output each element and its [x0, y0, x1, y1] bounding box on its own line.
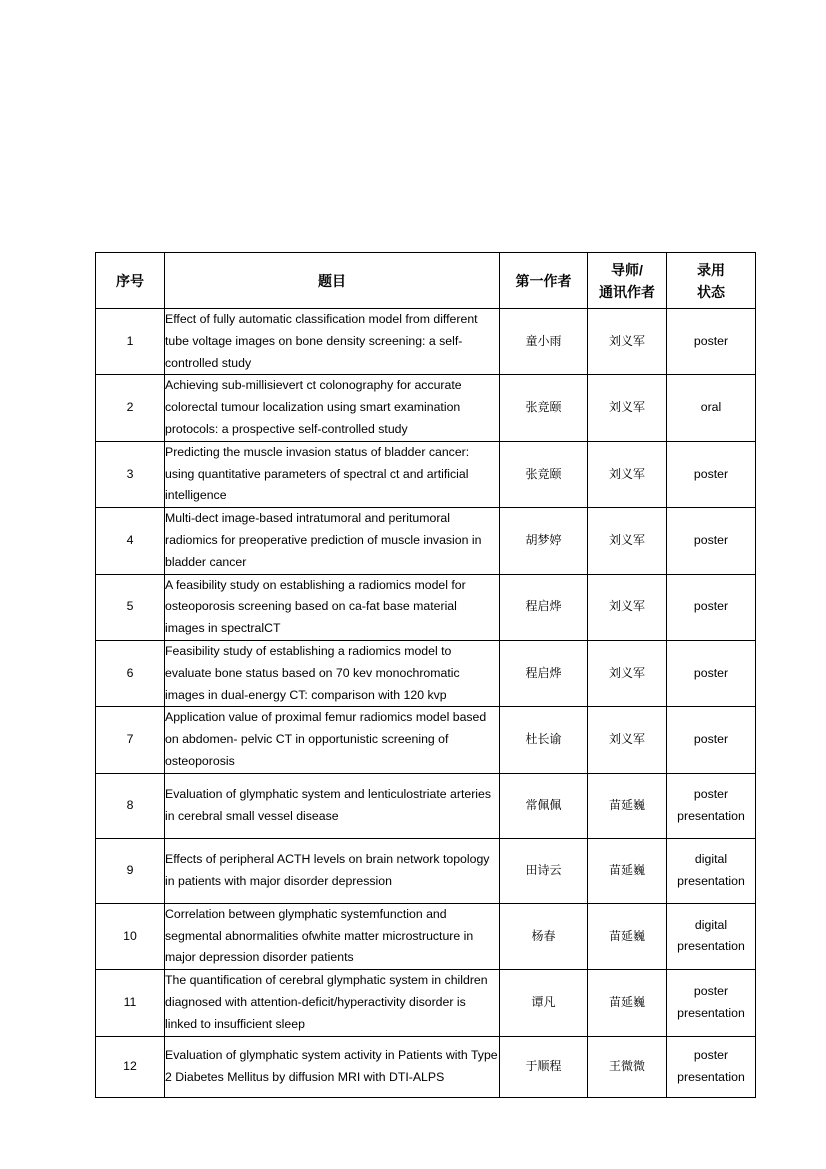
- table-row: [96, 838, 756, 903]
- row-status-line: poster: [693, 599, 729, 614]
- row-status-line: poster: [693, 1047, 729, 1062]
- row-advisor: 苗延巍: [588, 773, 667, 838]
- row-first-author: 于顺程: [500, 1036, 588, 1097]
- table-row: [96, 375, 756, 441]
- row-advisor: 刘义军: [588, 441, 667, 507]
- row-advisor: 王微微: [588, 1036, 667, 1097]
- row-number: 9: [96, 838, 165, 903]
- row-first-author: 杨春: [500, 903, 588, 969]
- row-first-author: 张竞颐: [500, 375, 588, 441]
- row-status-line: poster: [693, 786, 729, 801]
- table-row: [96, 707, 756, 773]
- table-row: [96, 508, 756, 574]
- table-row: [96, 574, 756, 640]
- row-status-line: poster: [693, 333, 729, 348]
- row-status: [667, 1036, 756, 1097]
- row-number: 8: [96, 773, 165, 838]
- row-status: [667, 508, 756, 574]
- row-number: 7: [96, 707, 165, 773]
- row-status: [667, 375, 756, 441]
- row-advisor: 苗延巍: [588, 903, 667, 969]
- row-status: [667, 773, 756, 838]
- row-status-line: presentation: [677, 873, 745, 888]
- row-advisor: 刘义军: [588, 375, 667, 441]
- row-status: [667, 707, 756, 773]
- row-advisor: 刘义军: [588, 508, 667, 574]
- row-advisor: 苗延巍: [588, 970, 667, 1036]
- header-status-line2: 状态: [697, 283, 725, 300]
- row-first-author: 张竞颐: [500, 441, 588, 507]
- row-status-line: digital: [694, 851, 728, 866]
- row-number: 10: [96, 903, 165, 969]
- row-advisor: 刘义军: [588, 640, 667, 706]
- row-advisor: 刘义军: [588, 574, 667, 640]
- table-row: [96, 903, 756, 969]
- row-status-line: poster: [693, 466, 729, 481]
- row-title: Predicting the muscle invasion status of bladder cancer: using quantitative parameters of spectral ct and artificial intelligence: [165, 441, 500, 507]
- header-title: 题目: [165, 253, 500, 309]
- row-status-line: poster: [693, 984, 729, 999]
- row-title: Evaluation of glymphatic system activity in Patients with Type 2 Diabetes Mellitus by diffusion MRI with DTI-ALPS: [165, 1036, 500, 1097]
- header-status-line1: 录用: [697, 261, 725, 278]
- row-status: [667, 970, 756, 1036]
- row-first-author: 谭凡: [500, 970, 588, 1036]
- row-number: 11: [96, 970, 165, 1036]
- row-number: 5: [96, 574, 165, 640]
- row-first-author: 程启烨: [500, 574, 588, 640]
- row-status: [667, 640, 756, 706]
- table-row: [96, 441, 756, 507]
- row-advisor: 苗延巍: [588, 838, 667, 903]
- row-title: Feasibility study of establishing a radiomics model to evaluate bone status based on 70 kev monochromatic images in dual-energy CT: comparison with 120 kvp: [165, 640, 500, 706]
- row-advisor: 刘义军: [588, 309, 667, 375]
- row-title: Effect of fully automatic classification model from different tube voltage images on bone density screening: a self-controlled study: [165, 309, 500, 375]
- row-status: [667, 441, 756, 507]
- table-body: [96, 309, 756, 1098]
- row-status-line: presentation: [677, 1005, 745, 1020]
- row-first-author: 童小雨: [500, 309, 588, 375]
- header-first-author: 第一作者: [500, 253, 588, 309]
- header-status: [667, 253, 756, 309]
- row-first-author: 常佩佩: [500, 773, 588, 838]
- table-row: [96, 773, 756, 838]
- row-title: Achieving sub-millisievert ct colonography for accurate colorectal tumour localization using smart examination protocols: a prospective self-controlled study: [165, 375, 500, 441]
- row-title: A feasibility study on establishing a radiomics model for osteoporosis screening based on ca-fat base material images in spectralCT: [165, 574, 500, 640]
- row-number: 12: [96, 1036, 165, 1097]
- row-status-line: poster: [693, 732, 729, 747]
- row-first-author: 田诗云: [500, 838, 588, 903]
- header-number: 序号: [96, 253, 165, 309]
- row-status-line: poster: [693, 665, 729, 680]
- table-row: [96, 640, 756, 706]
- row-status-line: presentation: [677, 1069, 745, 1084]
- row-status: [667, 838, 756, 903]
- row-first-author: 杜长谕: [500, 707, 588, 773]
- header-advisor: [588, 253, 667, 309]
- table-header-row: [96, 253, 756, 309]
- row-title: The quantification of cerebral glymphatic system in children diagnosed with attention-deficit/hyperactivity disorder is linked to insufficient sleep: [165, 970, 500, 1036]
- row-status: [667, 574, 756, 640]
- row-number: 1: [96, 309, 165, 375]
- row-title: Correlation between glymphatic systemfunction and segmental abnormalities ofwhite matter microstructure in major depression disorder patients: [165, 903, 500, 969]
- table-row: [96, 309, 756, 375]
- header-advisor-line2: 通讯作者: [599, 283, 655, 300]
- row-title: Application value of proximal femur radiomics model based on abdomen- pelvic CT in opportunistic screening of osteoporosis: [165, 707, 500, 773]
- row-status-line: digital: [694, 917, 728, 932]
- row-first-author: 程启烨: [500, 640, 588, 706]
- header-advisor-line1: 导师/: [611, 261, 643, 278]
- row-number: 6: [96, 640, 165, 706]
- row-number: 3: [96, 441, 165, 507]
- table-row: [96, 970, 756, 1036]
- row-status-line: presentation: [677, 808, 745, 823]
- row-status: [667, 309, 756, 375]
- row-number: 2: [96, 375, 165, 441]
- row-status-line: presentation: [677, 939, 745, 954]
- row-status-line: poster: [693, 532, 729, 547]
- table-row: [96, 1036, 756, 1097]
- row-status: [667, 903, 756, 969]
- row-title: Effects of peripheral ACTH levels on brain network topology in patients with major disorder depression: [165, 838, 500, 903]
- row-number: 4: [96, 508, 165, 574]
- row-title: Multi-dect image-based intratumoral and peritumoral radiomics for preoperative prediction of muscle invasion in bladder cancer: [165, 508, 500, 574]
- row-first-author: 胡梦婷: [500, 508, 588, 574]
- row-status-line: oral: [700, 400, 722, 415]
- row-advisor: 刘义军: [588, 707, 667, 773]
- publication-table: [95, 252, 756, 1098]
- row-title: Evaluation of glymphatic system and lenticulostriate arteries in cerebral small vessel disease: [165, 773, 500, 838]
